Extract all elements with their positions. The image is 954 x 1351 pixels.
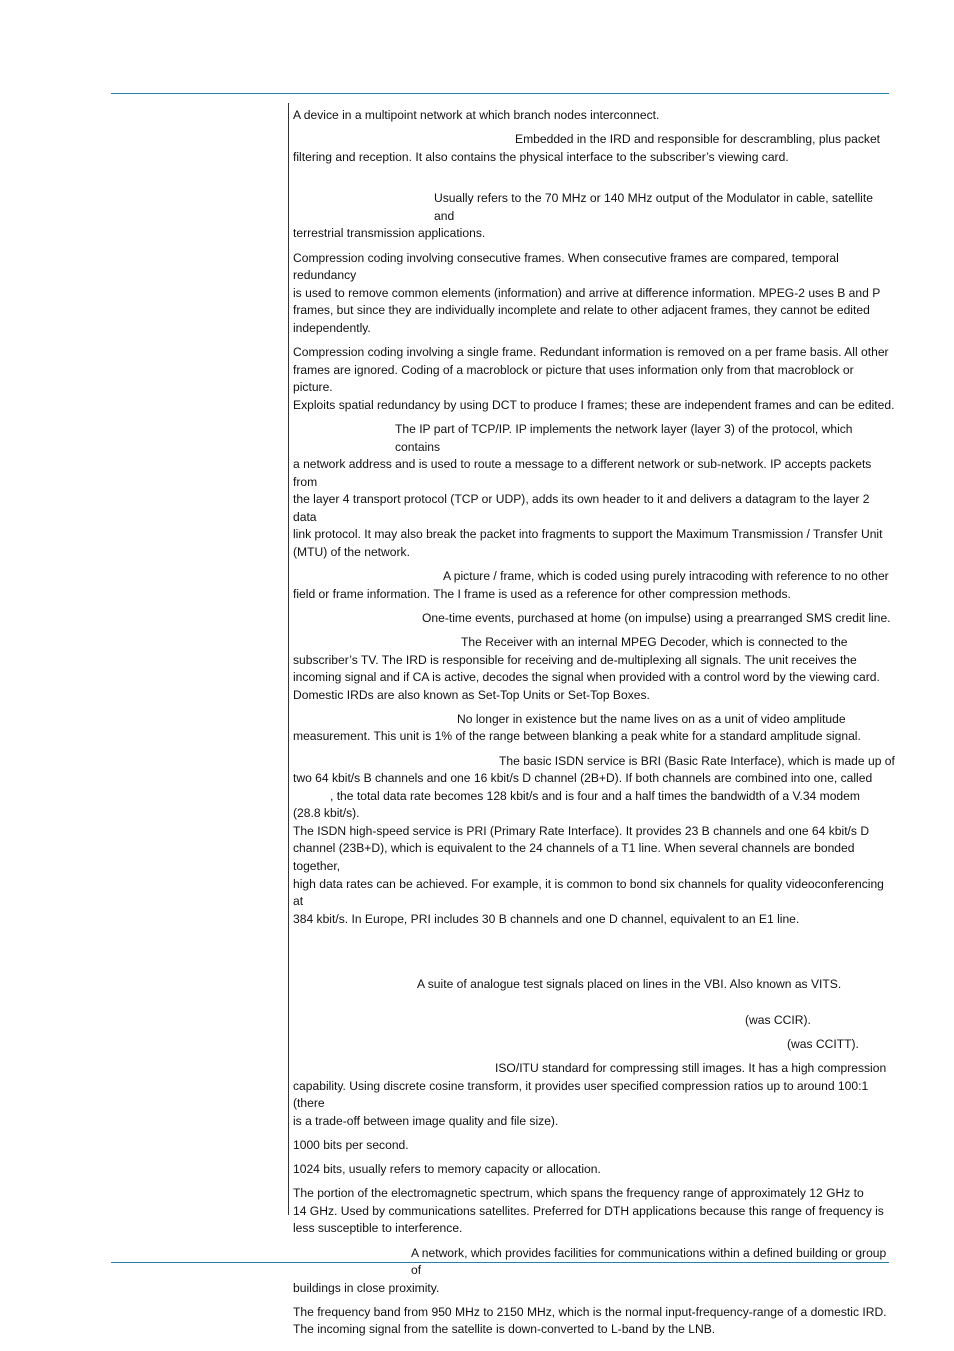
definition-entry <box>293 1185 895 1238</box>
definition-entry <box>293 250 895 338</box>
definition-continuation: capability. Using discrete cosine transform, it provides user specified compression ratios up to around 100:1 (there is a trade-off between image quality and file size). <box>293 1078 869 1128</box>
definition-first-line: The basic ISDN service is BRI (Basic Rate Interface), which is made up of <box>499 753 895 768</box>
definition-first-line: The Receiver with an internal MPEG Decoder, which is connected to the <box>461 634 848 649</box>
definition-first-line: One-time events, purchased at home (on impulse) using a prearranged SMS credit line. <box>422 610 891 625</box>
definition-continuation: a network address and is used to route a message to a different network or sub-network. IP accepts packets from the layer 4 transport protocol (TCP or UDP), adds its own header to it and delivers a datagram to the layer 2 data link protocol. It may also break the packet into fragments to support the Maximum Transmission / Transfer Unit (MTU) of the network. <box>293 457 883 560</box>
definition-entry <box>293 131 895 166</box>
definition-entry <box>293 190 895 243</box>
column-divider <box>288 103 289 1215</box>
definition-first-line: (was CCIR). <box>745 1013 811 1028</box>
definition-continuation: buildings in close proximity. <box>293 1280 440 1295</box>
definition-first-line: The portion of the electromagnetic spectrum, which spans the frequency range of approximately 12 GHz to <box>293 1186 864 1201</box>
definition-entry <box>293 976 895 994</box>
definition-continuation: 14 GHz. Used by communications satellites. Preferred for DTH applications because this range of frequency is less susceptible to interference. <box>293 1203 884 1236</box>
definition-continuation: subscriber’s TV. The IRD is responsible for receiving and de-multiplexing all signals. The unit receives the incoming signal and if CA is active, decodes the signal when provided with a control word by the viewing card. Domestic IRDs are also known as Set-Top Units or Set-Top Boxes. <box>293 652 880 702</box>
definition-first-line: A picture / frame, which is coded using purely intracoding with reference to no other <box>443 569 889 584</box>
definition-entry <box>293 421 895 562</box>
definition-first-line: Embedded in the IRD and responsible for descrambling, plus packet <box>515 132 881 147</box>
glossary-definitions <box>293 107 895 1346</box>
definition-first-line: The frequency band from 950 MHz to 2150 MHz, which is the normal input-frequency-range of a domestic IRD. <box>293 1304 887 1319</box>
definition-first-line: Compression coding involving a single frame. Redundant information is removed on a per frame basis. All other <box>293 345 889 360</box>
definition-first-line: 1000 bits per second. <box>293 1138 409 1153</box>
definition-entry <box>293 107 895 125</box>
definition-first-line: The IP part of TCP/IP. IP implements the network layer (layer 3) of the protocol, which contains <box>395 421 853 454</box>
definition-entry <box>293 1036 895 1054</box>
definition-entry <box>293 1060 895 1130</box>
definition-continuation: filtering and reception. It also contains the physical interface to the subscriber’s viewing card. <box>293 149 789 164</box>
definition-entry <box>293 1137 895 1155</box>
definition-entry <box>293 1304 895 1339</box>
definition-entry <box>293 634 895 704</box>
definition-entry <box>293 568 895 603</box>
definition-continuation: two 64 kbit/s B channels and one 16 kbit/s D channel (2B+D). If both channels are combined into one, called , the total data rate becomes 128 kbit/s and is four and a half times the bandwidth of a V.34 modem (28.8 kbit/s). The ISDN high-speed service is PRI (Primary Rate Interface). It provides 23 B channels and one 64 kbit/s D channel (23B+D), which is equivalent to the 24 channels of a T1 line. When several channels are bonded together, high data rates can be achieved. For example, it is common to bond six channels for quality videoconferencing at 384 kbit/s. In Europe, PRI includes 30 B channels and one D channel, equivalent to an E1 line. <box>293 771 884 926</box>
definition-entry <box>293 1012 895 1030</box>
definition-continuation: frames are ignored. Coding of a macroblock or picture that uses information only from that macroblock or picture. Exploits spatial redundancy by using DCT to produce I frames; these are independent frames and can be edited. <box>293 362 895 412</box>
definition-first-line: 1024 bits, usually refers to memory capacity or allocation. <box>293 1162 601 1177</box>
definition-first-line: A network, which provides facilities for communications within a defined building or group of <box>411 1245 887 1278</box>
definition-continuation: is used to remove common elements (information) and arrive at difference information. MPEG-2 uses B and P frames, but since they are individually incomplete and relate to other adjacent frames, they cannot be edited independently. <box>293 285 881 335</box>
definition-entry <box>293 1245 895 1298</box>
definition-continuation: measurement. This unit is 1% of the range between blanking a peak white for a standard amplitude signal. <box>293 729 861 744</box>
definition-first-line: No longer in existence but the name lives on as a unit of video amplitude <box>457 711 846 726</box>
definition-entry <box>293 753 895 929</box>
definition-continuation: terrestrial transmission applications. <box>293 226 486 241</box>
definition-first-line: (was CCITT). <box>787 1037 859 1052</box>
definition-first-line: ISO/ITU standard for compressing still images. It has a high compression <box>495 1061 887 1076</box>
definition-first-line: Compression coding involving consecutive frames. When consecutive frames are compared, temporal redundancy <box>293 250 839 283</box>
definition-first-line: Usually refers to the 70 MHz or 140 MHz output of the Modulator in cable, satellite and <box>434 191 873 223</box>
definition-entry <box>293 1161 895 1179</box>
header-rule <box>111 93 889 94</box>
definition-continuation: The incoming signal from the satellite is down-converted to L-band by the LNB. <box>293 1322 716 1337</box>
definition-entry <box>293 610 895 628</box>
definition-entry <box>293 344 895 414</box>
definition-continuation: field or frame information. The I frame is used as a reference for other compression methods. <box>293 586 791 601</box>
definition-first-line: A device in a multipoint network at which branch nodes interconnect. <box>293 108 660 122</box>
definition-first-line: A suite of analogue test signals placed on lines in the VBI. Also known as VITS. <box>417 977 842 992</box>
definition-entry <box>293 711 895 746</box>
footer-rule <box>111 1262 889 1263</box>
